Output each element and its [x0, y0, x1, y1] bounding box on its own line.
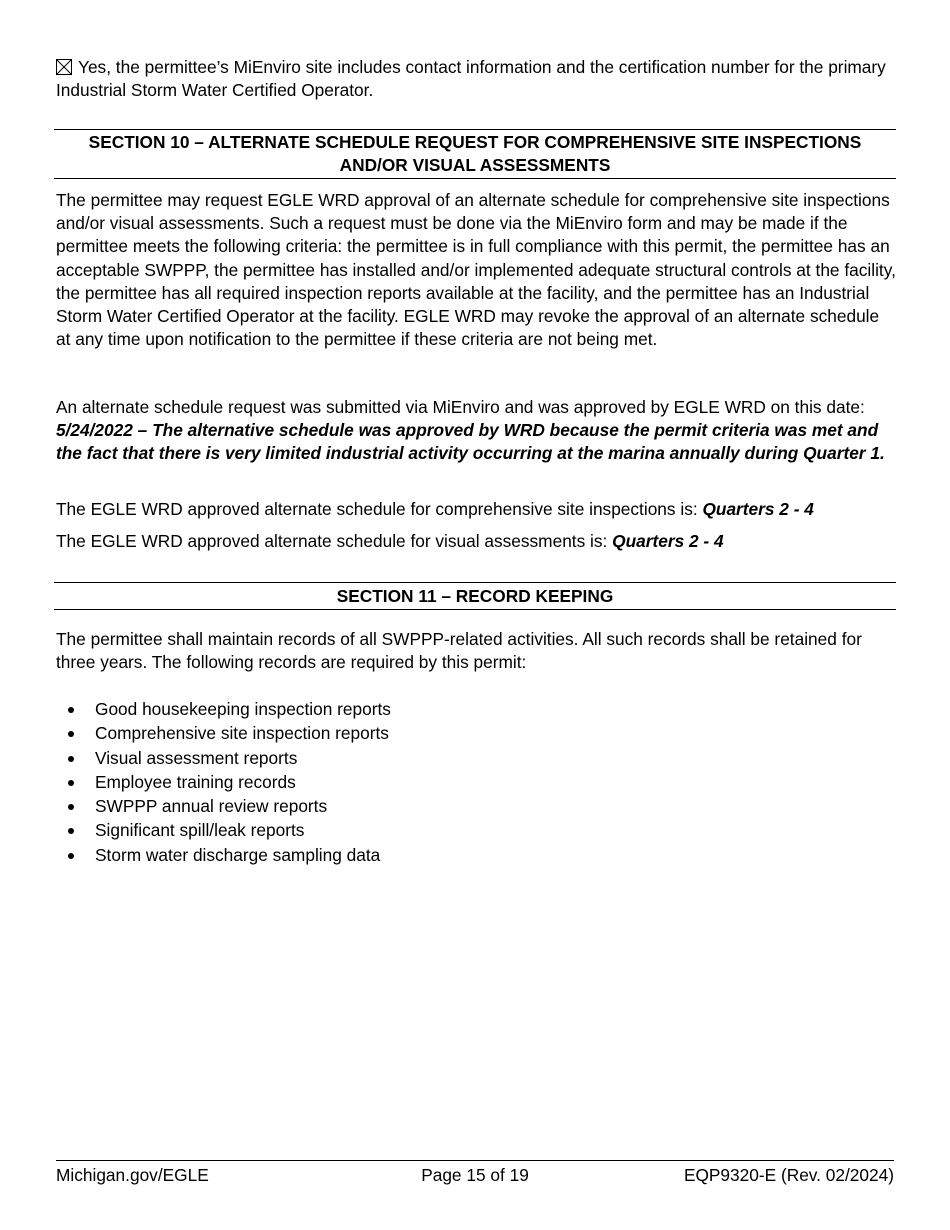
bullet-icon: [68, 707, 74, 713]
list-item: Good housekeeping inspection reports: [56, 697, 391, 721]
bullet-icon: [68, 731, 74, 737]
bullet-icon: [68, 780, 74, 786]
section-10-heading-line-2: AND/OR VISUAL ASSESSMENTS: [339, 155, 611, 175]
list-item: Employee training records: [56, 770, 391, 794]
page-footer: [56, 1160, 894, 1191]
approval-paragraph: [56, 396, 896, 466]
inspections-schedule-label: The EGLE WRD approved alternate schedule for comprehensive site inspections is:: [56, 499, 703, 519]
list-item: Comprehensive site inspection reports: [56, 721, 391, 745]
bullet-icon: [68, 804, 74, 810]
footer-form-number: EQP9320-E (Rev. 02/2024): [683, 1165, 894, 1185]
footer-page-number: Page 15 of 19: [421, 1165, 529, 1185]
operator-info-checkbox-statement: [56, 56, 896, 102]
section-11-heading: SECTION 11 – RECORD KEEPING: [54, 582, 896, 610]
footer-website[interactable]: Michigan.gov/EGLE: [56, 1165, 209, 1185]
bullet-icon: [68, 853, 74, 859]
checked-checkbox-icon[interactable]: [56, 59, 72, 75]
checkbox-statement-text: Yes, the permittee’s MiEnviro site includes contact information and the certification number for the primary Industrial Storm Water Certified Operator.: [56, 57, 886, 101]
section-10-heading-line-1: SECTION 10 – ALTERNATE SCHEDULE REQUEST FOR COMPREHENSIVE SITE INSPECTIONS: [88, 132, 862, 152]
inspections-schedule-value: Quarters 2 - 4: [702, 499, 814, 519]
required-records-list: [56, 697, 391, 867]
bullet-icon: [68, 828, 74, 834]
list-item: Visual assessment reports: [56, 746, 391, 770]
assessments-schedule-label: The EGLE WRD approved alternate schedule for visual assessments is:: [56, 531, 613, 551]
inspections-schedule-line: [56, 498, 896, 521]
list-item: Significant spill/leak reports: [56, 818, 391, 842]
section-10-heading: [54, 129, 896, 179]
alternate-schedule-criteria-paragraph: The permittee may request EGLE WRD approval of an alternate schedule for comprehensive site inspections and/or visual assessments. Such a request must be done via the MiEnviro form and may be made if the permittee meets the following criteria: the permittee is in full compliance with this permit, the permittee has an acceptable SWPPP, the permittee has installed and/or implemented adequate structural controls at the facility, the permittee has all required inspection reports available at the facility, and the permittee has an Industrial Storm Water Certified Operator at the facility. EGLE WRD may revoke the approval of an alternate schedule at any time upon notification to the permittee if these criteria are not being met.: [56, 190, 896, 350]
record-keeping-paragraph: The permittee shall maintain records of all SWPPP-related activities. All such records shall be retained for three years. The following records are required by this permit:: [56, 629, 862, 673]
list-item: SWPPP annual review reports: [56, 794, 391, 818]
bullet-icon: [68, 756, 74, 762]
approval-detail-text: 5/24/2022 – The alternative schedule was approved by WRD because the permit criteria was met and the fact that there is very limited industrial activity occurring at the marina annually during Quarter 1.: [56, 420, 885, 464]
list-item: Storm water discharge sampling data: [56, 843, 391, 867]
assessments-schedule-value: Quarters 2 - 4: [612, 531, 724, 551]
assessments-schedule-line: [56, 530, 896, 553]
approval-intro-text: An alternate schedule request was submitted via MiEnviro and was approved by EGLE WRD on this date:: [56, 397, 865, 417]
